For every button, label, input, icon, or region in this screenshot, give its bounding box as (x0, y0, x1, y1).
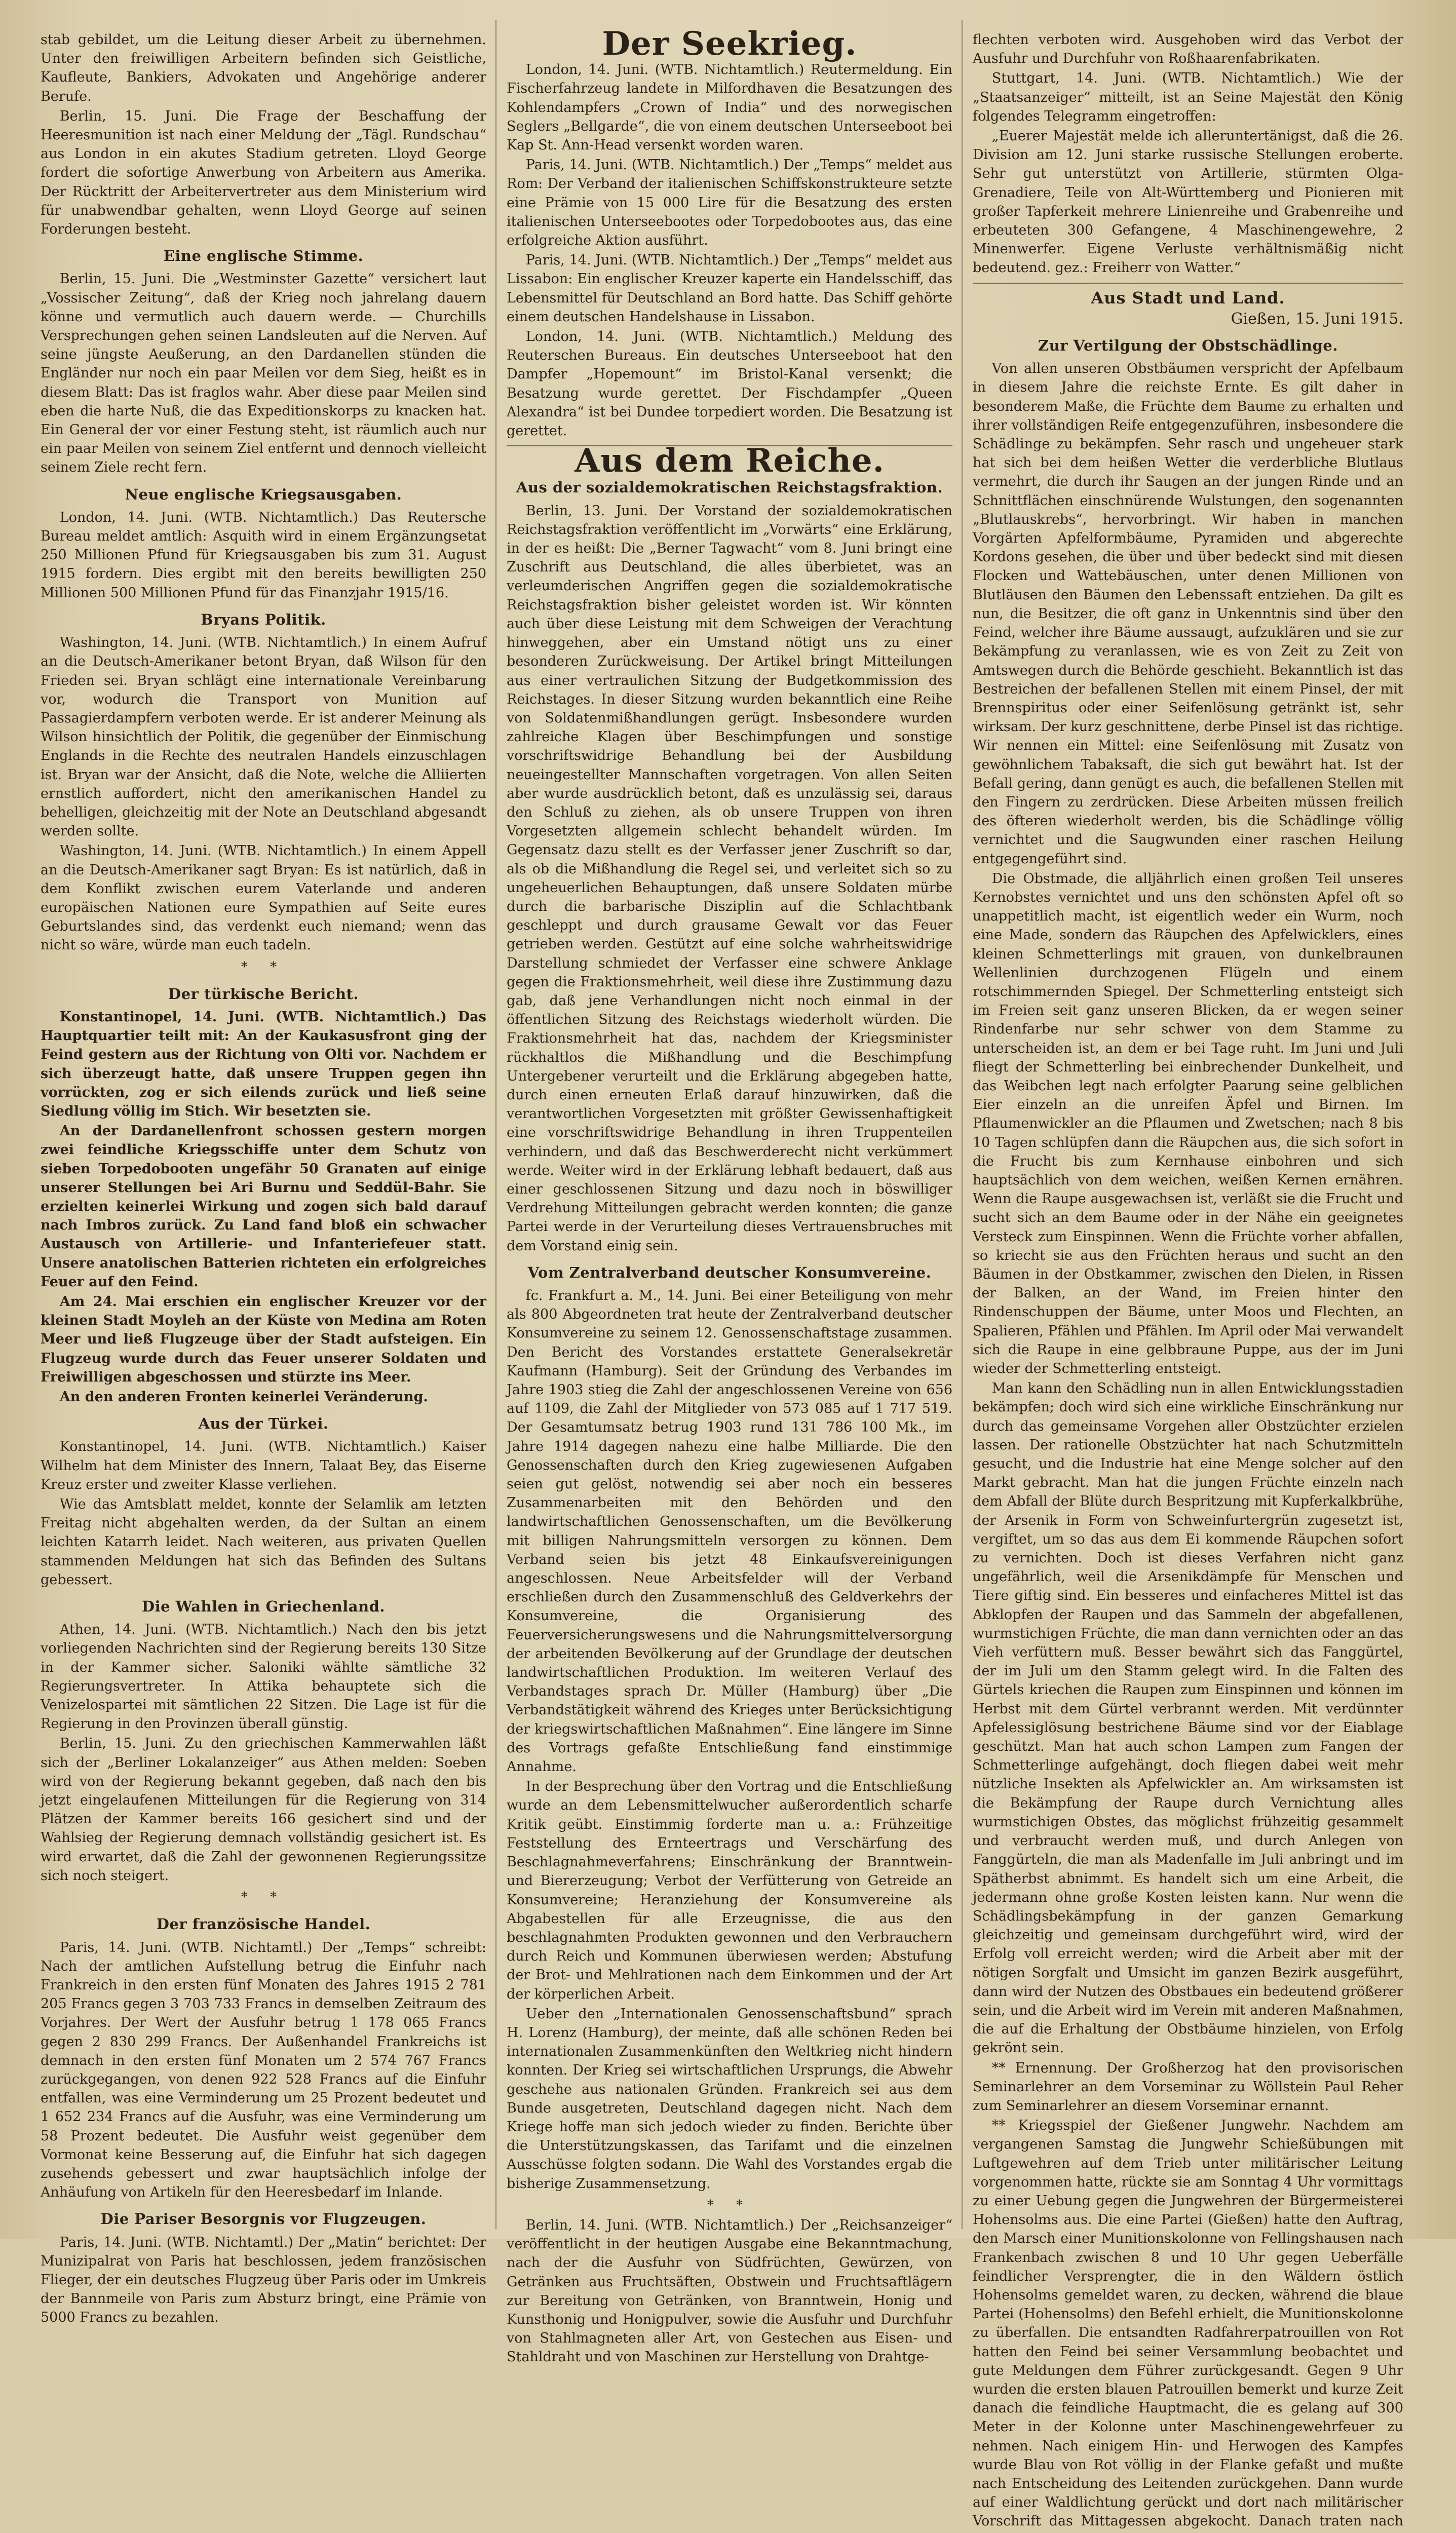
article-paragraph: Paris, 14. Juni. (WTB. Nichtamtlich.) Der „Temps“ meldet aus Lissabon: Ein englischer Kreuzer kaperte ein Handelsschiff, das Lebensmittel für Deutschland an Bord hatte. Das Schiff gehörte einem deutschen Handelshause in Lissabon. (507, 252, 952, 325)
article-paragraph: Konstantinopel, 14. Juni. (WTB. Nichtamtlich.) Das Hauptquartier teilt mit: An der Kaukasusfront ging der Feind gestern aus der Richtung von Olti vor. Nachdem er sich überzeugt hatte, daß unsere Truppen gegen ihn vorrückten, zog er sich eilends zurück und ließ seine Siedlung völlig im Stich. Wir besetzten sie. (41, 1009, 486, 1119)
article-paragraph: Washington, 14. Juni. (WTB. Nichtamtlich.) In einem Appell an die Deutsch-Amerikaner sagt Bryan: Es ist natürlich, daß in dem Konflikt zwischen eurem Vaterlande und anderen europäischen Nationen eure Sympathien auf Seite eures Geburtslandes sind, das verdenkt euch niemand; wenn das nicht so wäre, würde man euch tadeln. (41, 843, 486, 953)
article-paragraph: Athen, 14. Juni. (WTB. Nichtamtlich.) Nach den bis jetzt vorliegenden Nachrichten sind der Regierung bereits 130 Sitze in der Kammer sicher. Saloniki wählte sämtliche 32 Regierungsvertreter. In Attika behauptete sich die Venizelospartei mit sämtlichen 22 Sitzen. Die Lage ist für die Regierung in den Provinzen überall günstig. (41, 1622, 486, 1732)
article-paragraph: Man kann den Schädling nun in allen Entwicklungsstadien bekämpfen; doch wird sich eine wirkliche Einschränkung nur durch das gemeinsame Vorgehen aller Obstzüchter erzielen lassen. Der rationelle Obstzüchter hat nach Schutzmitteln gesucht, und die Industrie hat eine Menge solcher auf den Markt gebracht. Man hat die jungen Früchte einzeln nach dem Abfall der Blüte durch Bespritzung mit Kupferkalkbrühe, der Arsenik in Form von Schweinfurtergrün zugesetzt ist, vergiftet, um so das aus dem Ei kommende Räupchen sofort zu vernichten. Doch ist dieses Verfahren nicht ganz ungefährlich, weil die Arsenikdämpfe für Menschen und Tiere giftig sind. Ein besseres und einfacheres Mittel ist das Abklopfen der Raupen und das Sammeln der abgefallenen, wurmstichigen Früchte, die man dann vernichten oder an das Vieh verfüttern muß. Besser bewährt sich das Fanggürtel, der im Juli um den Stamm gelegt wird. In die Falten des Gürtels kriechen die Raupen zum Einspinnen und können im Herbst mit dem Gürtel verbrannt werden. Mit verdünnter Apfelessiglösung bestrichene Bäume sind vor der Eiablage geschützt. Man hat auch schon Lampen zum Fangen der Schmetterlinge aufgehängt, doch fliegen dabei weit mehr nützliche Insekten als Apfelwickler an. Am wirksamsten ist die Bekämpfung der Raupe durch Vernichtung alles wurmstichigen Obstes, das möglichst frühzeitig gesammelt und verbraucht werden muß, und durch Anlegen von Fanggürteln, die man als Madenfalle im Juli anbringt und im Spätherbst abnimmt. Es handelt sich um eine Arbeit, die jedermann ohne große Kosten leisten kann. Nur wenn die Schädlingsbekämpfung in der ganzen Gemarkung gleichzeitig und gemeinsam durchgeführt wird, wird der Erfolg voll erreicht werden; wird die Arbeit aber mit der nötigen Sorgfalt und Umsicht im ganzen Bezirk ausgeführt, dann wird der Nutzen des Obstbaues ein bedeutend größerer sein, und die Arbeit wird im Verein mit anderen Maßnahmen, die auf die Erhaltung der Obstbäume hinzielen, von Erfolg gekrönt sein. (973, 1380, 1403, 2056)
article-heading: Die Wahlen in Griechenland. (141, 1598, 386, 1616)
article-paragraph: An der Dardanellenfront schossen gestern morgen zwei feindliche Kriegsschiffe unter dem Schutz von sieben Torpedobooten ungefähr 50 Granaten auf einige unserer Stellungen bei Ari Burnu und Seddül-Bahr. Sie erzielten keinerlei Wirkung und zogen sich bald darauf nach Imbros zurück. Zu Land fand bloß ein schwacher Austausch von Artillerie- und Infanteriefeuer statt. Unsere anatolischen Batterien richteten ein erfolgreiches Feuer auf den Feind. (41, 1123, 486, 1290)
article-paragraph: „Euerer Majestät melde ich alleruntertänigst, daß die 26. Division am 12. Juni starke russische Stellungen eroberte. Sehr gut unterstützt von Artillerie, stürmten Olga-Grenadiere, Teile von Alt-Württemberg und Pionieren mit großer Tapferkeit mehrere Linienreihe und Grabenreihe und erbeuteten 300 Gefangene, 4 Maschinengewehre, 2 Minenwerfer. Eigene Verluste verhältnismäßig nicht bedeutend. gez.: Freiherr von Watter.“ (973, 128, 1403, 276)
article-paragraph: Berlin, 15. Juni. Die „Westminster Gazette“ versichert laut „Vossischer Zeitung“, daß der Krieg noch jahrelang dauern könne und vermutlich auch dauern werde. — Churchills Versprechungen gehen seinen Landsleuten auf die Nerven. Auf seine jüngste Aeußerung, an den Dardanellen stünden die Engländer nur noch ein paar Meilen vor dem Sieg, heißt es in diesem Blatt: Das ist fraglos wahr. Aber diese paar Meilen sind eben die harte Nuß, die das Expeditionskorps zu knacken hat. Ein General der vor einer Festung steht, ist räumlich auch nur ein paar Meilen von seinem Ziel entfernt und dennoch vielleicht seinem Ziele recht fern. (41, 271, 486, 476)
column-rule (962, 20, 963, 2229)
column-middle (507, 25, 952, 2365)
article-heading: Vom Zentralverband deutscher Konsumvereine. (527, 1263, 932, 1281)
article-paragraph: London, 14. Juni. (WTB. Nichtamtlich.) Das Reutersche Bureau meldet amtlich: Asquith wird in einem Ergänzungsetat 250 Millionen Pfund für Kriegsausgaben bis zum 31. August 1915 fordern. Dies ergibt mit den bereits bewilligten 250 Millionen 500 Millionen Pfund für das Finanzjahr 1915/16. (41, 509, 486, 601)
column-rule (495, 20, 496, 2229)
article-heading: Aus der sozialdemokratischen Reichstagsfraktion. (516, 479, 943, 496)
column-right (973, 30, 1403, 2529)
section-title: Der Seekrieg. (602, 25, 857, 63)
article-heading: Der türkische Bericht. (168, 985, 359, 1003)
article-paragraph: Berlin, 13. Juni. Der Vorstand der sozialdemokratischen Reichstagsfraktion veröffentlicht im „Vorwärts“ eine Erklärung, in der es heißt: Die „Berner Tagwacht“ vom 8. Juni bringt eine Zuschrift aus Deutschland, die alles überbietet, was an verleumderischen Angriffen gegen die sozialdemokratische Reichstagsfraktion bisher geleistet worden ist. Wir könnten auch über diese Leistung mit dem Schweigen der Verachtung hinweggehen, aber ein Umstand nötigt uns zu einer besonderen Zurückweisung. Der Artikel bringt Mitteilungen aus einer vertraulichen Sitzung der Budgetkommission des Reichstages. In dieser Sitzung wurden bekanntlich eine Reihe von Soldatenmißhandlungen gerügt. Insbesondere wurden zahlreiche Klagen über Beschimpfungen und sonstige vorschriftswidrige Behandlung bei der Ausbildung neueingestellter Mannschaften vorgetragen. Von allen Seiten aber wurde ausdrücklich betont, daß es unzulässig sei, daraus den Schluß zu ziehen, als ob unsere Truppen von ihren Vorgesetzten allgemein schlecht behandelt würden. Im Gegensatz dazu stellt es der Verfasser jener Zuschrift so dar, als ob die Mißhandlung die Regel sei, und verleitet sich so zu ungeheuerlichen Behauptungen, daß unsere Soldaten mürbe durch die barbarische Disziplin auf die Schlachtbank geschleppt und durch grausame Gewalt vor das Feuer getrieben werden. Gestützt auf eine solche wahrheitswidrige Darstellung schmiedet der Verfasser eine schwere Anklage gegen die Fraktionsmehrheit, weil diese ihre Zustimmung dazu gab, daß jene Verhandlungen nicht noch einmal in der öffentlichen Sitzung des Reichstags wiederholt würden. Die Fraktionsmehrheit hat das, nachdem der Kriegsminister rückhaltlos die Mißhandlung und die Beschimpfung Untergebener verurteilt und die Erklärung abgegeben hatte, durch einen erneuten Erlaß darauf hinzuwirken, daß die verantwortlichen Vorgesetzten mit größter Gewissenhaftigkeit eine vorschriftswidrige Behandlung in ihren Truppenteilen verhindern, und daß das Beschwerderecht nicht verkümmert werde. Weiter wird in der Erklärung lebhaft bedauert, daß aus einer geschlossenen Sitzung und dazu noch in böswilliger Verdrehung Mitteilungen gebracht werden konnten; die ganze Partei werde in der Verurteilung dieses Vertrauensbruches mit dem Vorstand einig sein. (507, 503, 952, 1254)
article-paragraph: London, 14. Juni. (WTB. Nichtamtlich.) Reutermeldung. Ein Fischerfahrzeug landete in Milfordhaven die Besatzungen des Kohlendampfers „Crown of India“ und des norwegischen Seglers „Bellgarde“, die von einem deutschen Unterseeboot bei Kap St. Ann-Head versenkt worden waren. (507, 62, 952, 153)
article-paragraph: ** Kriegsspiel der Gießener Jungwehr. Nachdem am vergangenen Samstag die Jungwehr Schießübungen mit Luftgewehren auf dem Trieb unter militärischer Leitung vorgenommen hatte, rückte sie am Sonntag 4 Uhr vormittags zu einer Uebung gegen die Jungwehren der Bürgermeisterei Hohensolms aus. Die eine Partei (Gießen) hatte den Auftrag, den Marsch einer Munitionskolonne von Fellingshausen nach Frankenbach zwischen 8 und 10 Uhr gegen Ueberfälle feindlicher Versprengter, die in den Wäldern östlich Hohensolms gemeldet waren, zu decken, während die blaue Partei (Hohensolms) den Befehl erhielt, die Munitionskolonne zu überfallen. Die entsandten Radfahrerpatrouillen von Rot hatten den Feind bei seiner Versammlung beobachtet und gute Meldungen dem Führer zurückgesandt. Gegen 9 Uhr wurden die ersten blauen Patrouillen bemerkt und kurze Zeit danach die feindliche Hauptmacht, die es gelang auf 300 Meter in der Kolonne unter Maschinengewehrfeuer zu nehmen. Nach einigem Hin- und Herwogen des Kampfes wurde Blau von Rot völlig in der Flanke gefaßt und mußte nach Entscheidung des Leitenden zurückgehen. Dann wurde auf einer Waldlichtung gerückt und dort nach militärischer Vorschrift das Mittagessen abgekocht. Danach traten nach (973, 2118, 1403, 2529)
article-paragraph: Berlin, 15. Juni. Die Frage der Beschaffung der Heeresmunition ist nach einer Meldung der „Tägl. Rundschau“ aus London in ein akutes Stadium getreten. Lloyd George fordert die sofortige Anwerbung von Arbeitern aus Amerika. Der Rücktritt der Arbeitervertreter aus dem Ministerium wird für unabwendbar gehalten, wenn Lloyd George auf seinen Forderungen besteht. (41, 108, 486, 238)
article-heading: Die Pariser Besorgnis vor Flugzeugen. (100, 2210, 427, 2228)
section-title: Aus Stadt und Land. (1091, 288, 1285, 308)
article-heading: Bryans Politik. (201, 610, 326, 628)
article-heading: Eine englische Stimme. (163, 247, 364, 265)
article-paragraph: fc. Frankfurt a. M., 14. Juni. Bei einer Beteiligung von mehr als 800 Abgeordneten trat heute der Zentralverband deutscher Konsumvereine zu seinem 12. Genossenschaftstage zusammen. Den Bericht des Vorstandes erstattete Generalsekretär Kaufmann (Hamburg). Seit der Gründung des Verbandes im Jahre 1903 stieg die Zahl der angeschlossenen Vereine von 656 auf 1109, die Zahl der Mitglieder von 573 085 auf 1 717 519. Der Gesamtumsatz betrug 1903 rund 131 786 100 Mk., im Jahre 1914 dagegen nahezu eine halbe Milliarde. Die den Genossenschaften durch den Krieg zugewiesenen Aufgaben seien gut gelöst, notwendig sei aber noch ein besseres Zusammenarbeiten mit den Behörden und den landwirtschaftlichen Genossenschaften, um die Bevölkerung mit billigen Nahrungsmitteln versorgen zu können. Dem Verband seien bis jetzt 48 Einkaufsvereinigungen angeschlossen. Neue Arbeitsfelder will der Verband erschließen durch den Zusammenschluß des Geldverkehrs der Konsumvereine, die Organisierung des Feuerversicherungswesens und die Nahrungsmittelversorgung der arbeitenden Bevölkerung auf der Grundlage der deutschen landwirtschaftlichen Produktion. Im weiteren Verlauf des Verbandstages sprach Dr. Müller (Hamburg) über „Die Verbandstätigkeit während des Krieges unter Berücksichtigung der kriegswirtschaftlichen Maßnahmen“. Eine längere im Sinne des Vortrags gefaßte Entschließung fand einstimmige Annahme. (507, 1288, 952, 1775)
article-paragraph: Paris, 14. Juni. (WTB. Nichtamtl.) Der „Temps“ schreibt: Nach der amtlichen Aufstellung betrug die Einfuhr nach Frankreich in den ersten fünf Monaten des Jahres 1915 2 781 205 Francs gegen 3 703 733 Francs in demselben Zeitraum des Vorjahres. Der Wert der Ausfuhr betrug 1 178 065 Francs gegen 2 830 299 Francs. Der Außenhandel Frankreichs ist demnach in den ersten fünf Monaten um 2 574 767 Francs zurückgegangen, von denen 922 528 Francs auf die Einfuhr entfallen, was eine Verminderung um 25 Prozent bedeutet und 1 652 234 Francs auf die Ausfuhr, was eine Verminderung um 58 Prozent bedeutet. Die Ausfuhr weist gegenüber dem Vormonat keine Besserung auf, die Einfuhr hat sich dagegen zusehends gebessert und zwar hauptsächlich infolge der Anhäufung von Artikeln für den Heeresbedarf im Inlande. (41, 1939, 486, 2201)
section-title: Aus dem Reiche. (574, 442, 885, 480)
separator-stars: * * (707, 2197, 752, 2213)
article-paragraph: Von allen unseren Obstbäumen verspricht der Apfelbaum in diesem Jahre die reichste Ernte. Es gilt daher in besonderem Maße, die Früchte dem Baume zu erhalten und ihrer vollständigen Reife entgegenzuführen, insbesondere die Schädlinge zu bekämpfen. Sehr rasch und ungeheuer stark hat sich bei dem heißen Wetter die verderbliche Blutlaus vermehrt, die durch ihr Saugen an der jungen Rinde und an Schnittflächen einschnürende Wulstungen, den sogenannten „Blutlauskrebs“, hervorbringt. Wir haben in manchen Vorgärten Apfelformbäume, Pyramiden und abgerechte Kordons gesehen, die über und über bedeckt sind mit diesen Flocken und Wattebäuschen, unter denen Millionen von Blutläusen den Bäumen den Lebenssaft entziehen. Da gilt es nun, die Besitzer, die oft ganz in Unkenntnis sind über den Feind, welcher ihre Bäume aussaugt, aufzuklären und sie zur Bekämpfung zu veranlassen, wie es von Zeit zu Zeit von Amtswegen durch die Behörde geschieht. Bekanntlich ist das Bestreichen der befallenen Stellen mit einem Pinsel, der mit Brennspiritus oder einer Seifenlösung getränkt ist, sehr wirksam. Der kurz geschnittene, derbe Pinsel ist das richtige. Wir nennen ein Mittel: eine Seifenlösung mit Zusatz von gewöhnlichem Tabaksaft, die sich gut bewährt hat. Ist der Befall gering, dann genügt es auch, die befallenen Stellen mit den Fingern zu zerdrücken. Diese Arbeiten müssen freilich des öfteren wiederholt werden, bis die Schädlinge völlig vernichtet und die Saugwunden einer raschen Heilung entgegengeführt sind. (973, 361, 1403, 867)
article-paragraph: ** Ernennung. Der Großherzog hat den provisorischen Seminarlehrer an dem Vorseminar zu Wöllstein Paul Reher zum Seminarlehrer an diesem Vorseminar ernannt. (973, 2060, 1403, 2114)
dateline: Gießen, 15. Juni 1915. (1231, 310, 1403, 328)
article-paragraph: In der Besprechung über den Vortrag und die Entschließung wurde an dem Lebensmittelwucher außerordentlich scharfe Kritik geübt. Einstimmig forderte man u. a.: Frühzeitige Feststellung des Ernteertrags und Verschärfung des Beschlagnahmeverfahrens; Einschränkung der Branntwein- und Biererzeugung; Verbot der Verfütterung von Getreide an Konsumvereine; Heranziehung der Konsumvereine als Abgabestellen für alle Erzeugnisse, die aus den beschlagnahmten Produkten gewonnen und den Verbrauchern durch Reich und Kommunen überwiesen werden; Abstufung der Brot- und Mehlrationen nach dem Einkommen und der Art der körperlichen Arbeit. (507, 1779, 952, 2002)
article-paragraph: London, 14. Juni. (WTB. Nichtamtlich.) Meldung des Reuterschen Bureaus. Ein deutsches Unterseeboot hat den Dampfer „Hopemount“ im Bristol-Kanal versenkt; die Besatzung wurde gerettet. Der Fischdampfer „Queen Alexandra“ ist bei Dundee torpediert worden. Die Besatzung ist gerettet. (507, 329, 952, 439)
section-divider (973, 283, 1403, 284)
article-paragraph: stab gebildet, um die Leitung dieser Arbeit zu übernehmen. Unter den freiwilligen Arbeitern befinden sich Geistliche, Kaufleute, Bankiers, Advokaten und Angehörige anderer Berufe. (41, 32, 486, 104)
article-heading: Aus der Türkei. (198, 1415, 329, 1433)
article-paragraph: Berlin, 15. Juni. Zu den griechischen Kammerwahlen läßt sich der „Berliner Lokalanzeiger“ aus Athen melden: Soeben wird von der Regierung bekannt gegeben, daß nach den bis jetzt eingelaufenen Mitteilungen für die Regierung von 314 Plätzen der Kammer bereits 166 gesichert sind und der Wahlsieg der Regierung demnach vollständig gesichert ist. Es wird erwartet, daß die Zahl der gewonnenen Regierungssitze sich noch steigert. (41, 1736, 486, 1884)
separator-stars: * * (241, 1890, 286, 1905)
separator-stars: * * (241, 959, 286, 975)
article-paragraph: Wie das Amtsblatt meldet, konnte der Selamlik am letzten Freitag nicht abgehalten werden, da der Sultan an einem leichten Katarrh leidet. Nach weiteren, aus privaten Quellen stammenden Meldungen hat sich das Befinden des Sultans gebessert. (41, 1496, 486, 1588)
article-paragraph: Berlin, 14. Juni. (WTB. Nichtamtlich.) Der „Reichsanzeiger“ veröffentlicht in der heutigen Ausgabe eine Bekanntmachung, nach der die Ausfuhr von Südfrüchten, Gewürzen, von Getränken aus Fruchtsäften, Obstwein und Fruchtsaftlägern zur Bereitung von Getränken, von Branntwein, Honig und Kunsthonig und Honigpulver, sowie die Ausfuhr und Durchfuhr von Stahlmagneten aller Art, von Gestechen aus Eisen- und Stahldraht und von Maschinen zur Herstellung von Drahtge- (507, 2217, 952, 2365)
article-paragraph: Am 24. Mai erschien ein englischer Kreuzer vor der kleinen Stadt Moyleh an der Küste von Medina am Roten Meer und ließ Flugzeuge über der Stadt aufsteigen. Ein Flugzeug wurde durch das Feuer unserer Soldaten und Freiwilligen abgeschossen und stürzte ins Meer. (41, 1294, 486, 1385)
article-paragraph: flechten verboten wird. Ausgehoben wird das Verbot der Ausfuhr und Durchfuhr von Roßhaarenfabrikaten. (973, 32, 1403, 67)
article-heading: Der französische Handel. (156, 1915, 371, 1933)
article-paragraph: Konstantinopel, 14. Juni. (WTB. Nichtamtlich.) Kaiser Wilhelm hat dem Minister des Innern, Talaat Bey, das Eiserne Kreuz erster und zweiter Klasse verliehen. (41, 1439, 486, 1492)
article-paragraph: Stuttgart, 14. Juni. (WTB. Nichtamtlich.) Wie der „Staatsanzeiger“ mitteilt, ist an Seine Majestät den König folgendes Telegramm eingetroffen: (973, 70, 1403, 124)
article-paragraph: Paris, 14. Juni. (WTB. Nichtamtl.) Der „Matin“ berichtet: Der Munizipalrat von Paris hat beschlossen, jedem französischen Flieger, der ein deutsches Flugzeug über Paris oder im Umkreis der Bannmeile von Paris zum Absturz bringt, eine Prämie von 5000 Francs zu bezahlen. (41, 2234, 486, 2326)
article-paragraph: Paris, 14. Juni. (WTB. Nichtamtlich.) Der „Temps“ meldet aus Rom: Der Verband der italienischen Schiffskonstrukteure setzte eine Prämie von 15 000 Lire für die Besatzung des ersten italienischen Unterseebootes oder Torpedobootes aus, das eine erfolgreiche Aktion ausführt. (507, 157, 952, 249)
article-paragraph: Die Obstmade, die alljährlich einen großen Teil unseres Kernobstes vernichtet und uns den schönsten Apfel oft so unappetitlich macht, ist eigentlich weder ein Wurm, noch eine Made, sondern das Räupchen des Apfelwicklers, eines kleinen Schmetterlings mit grauen, von dunkelbraunen Wellenlinien durchzogenen Flügeln und einem rotschimmernden Spiegel. Der Schmetterling entsteigt sich im Freien seit ganz unseren Blicken, da er wegen seiner Rindenfarbe nur sehr schwer von dem Stamme zu unterscheiden ist, an dem er bei Tage ruht. Im Juni und Juli fliegt der Schmetterling bei einbrechender Dunkelheit, und das Weibchen legt nach erfolgter Paarung seine gelblichen Eier einzeln an die unreifen Äpfel und Birnen. Im Pflaumenwickler an die Pflaumen und Zwetschen; nach 8 bis 10 Tagen schlüpfen dann die Räupchen aus, die sich sofort in die Frucht bis zum Kernhause einbohren und sich hauptsächlich von dem weichen, weißen Kernen ernähren. Wenn die Raupe ausgewachsen ist, verläßt sie die Frucht und sucht sich an dem Baume oder in der Nähe ein geeignetes Versteck zum Einspinnen. Wenn die Früchte vorher abfallen, so kriecht sie aus den Früchten heraus und sucht an den Bäumen in der Obstkammer, zwischen den Dielen, in Rissen der Balken, an der Wand, im Freien hinter den Rindenschuppen der Bäume, unter Moos und Flechten, an Spalieren, Pfählen und Pfählen. Im April oder Mai verwandelt sich die Raupe in eine gelbbraune Puppe, aus der im Juni wieder der Schmetterling entsteigt. (973, 870, 1403, 1377)
column-left (41, 30, 486, 2326)
article-heading: Neue englische Kriegsausgaben. (125, 485, 402, 503)
article-paragraph: Ueber den „Internationalen Genossenschaftsbund“ sprach H. Lorenz (Hamburg), der meinte, daß alle schönen Reden bei internationalen Zusammenkünften den Weltkrieg nicht hindern konnten. Der Krieg sei wirtschaftlichen Ursprungs, die Abwehr geschehe aus nationalen Gründen. Frankreich sei aus dem Bunde ausgetreten, Deutschland dagegen nicht. Nach dem Kriege hoffe man sich jedoch wieder zu finden. Berichte über die Unterstützungskassen, das Tarifamt und die einzelnen Ausschüsse folgten sodann. Die Wahl des Vorstandes ergab die bisherige Zusammensetzung. (507, 2006, 952, 2192)
article-paragraph: An den anderen Fronten keinerlei Veränderung. (59, 1389, 428, 1405)
article-heading: Zur Vertilgung der Obstschädlinge. (1038, 337, 1338, 355)
section-divider (507, 445, 952, 446)
article-paragraph: Washington, 14. Juni. (WTB. Nichtamtlich.) In einem Aufruf an die Deutsch-Amerikaner betont Bryan, daß Wilson für den Frieden sei. Bryan schlägt eine internationale Vereinbarung vor, wodurch die Transport von Munition auf Passagierdampfern verboten werde. Er ist anderer Meinung als Wilson hinsichtlich der Politik, die gegenüber der Einmischung Englands in die Rechte des neutralen Handels einzuschlagen ist. Bryan war der Ansicht, daß die Note, welche die Alliierten ernstlich auffordert, nicht den amerikanischen Handel zu behelligen, gleichzeitig mit der Note an Deutschland abgesandt werden sollte. (41, 635, 486, 839)
